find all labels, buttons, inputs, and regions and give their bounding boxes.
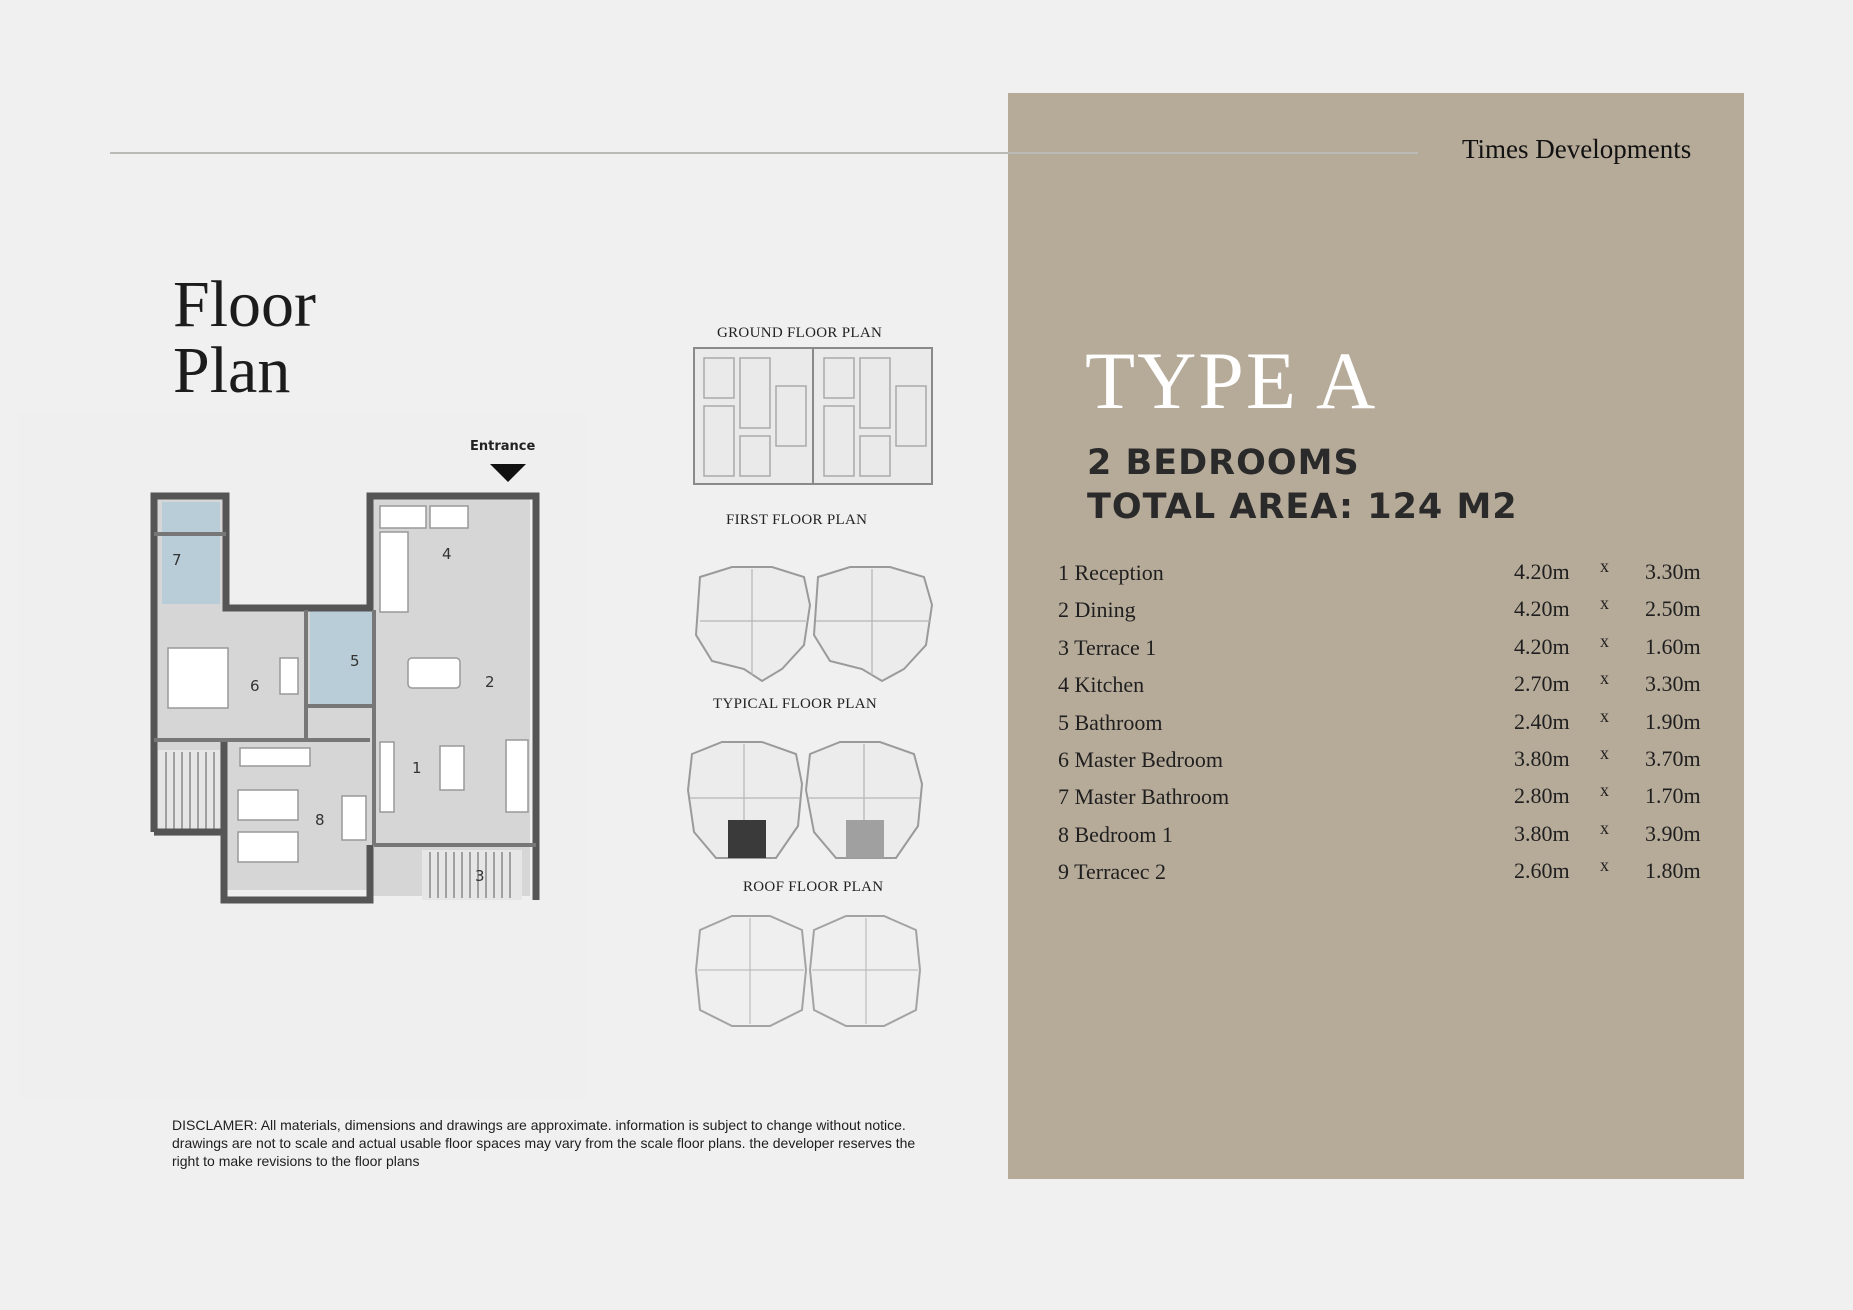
room-name: 1 Reception [1058,560,1164,585]
room-width: 2.70m [1514,671,1570,697]
room-length: 3.90m [1645,820,1701,846]
first-floor-plan-thumbnail [692,565,936,683]
typical-floor-plan-label: TYPICAL FLOOR PLAN [713,696,878,712]
room-name: 2 Dining [1058,597,1136,623]
ground-floor-plan-thumbnail [692,346,934,486]
room-number: 2 [485,673,495,691]
room-width: 2.60m [1514,858,1570,884]
times-sign: x [1600,780,1609,801]
entrance-arrow-icon [490,464,526,482]
room-length: 2.50m [1645,596,1701,622]
brand-name: Times Developments [1462,134,1692,164]
roof-floor-plan-label: ROOF FLOOR PLAN [743,879,884,895]
room-number: 7 [172,551,182,569]
room-name: 6 Master Bedroom [1058,746,1223,772]
first-floor-plan-label: FIRST FLOOR PLAN [726,512,868,528]
times-sign: x [1600,668,1609,689]
room-name: 3 Terrace 1 [1058,634,1157,660]
entrance-label: Entrance [470,439,536,454]
title-line-2: Plan [173,334,291,407]
room-name: 5 Bathroom [1058,709,1163,735]
room-length: 1.90m [1645,708,1701,734]
room-number: 5 [350,652,360,670]
room-length: 1.60m [1645,633,1701,659]
unit-summary [1087,441,1518,529]
typical-floor-plan-thumbnail [686,740,926,862]
room-number: 3 [475,867,485,885]
roof-floor-plan-thumbnail [692,912,924,1030]
room-row [1058,817,1703,859]
bedrooms-count: 2 BEDROOMS [1087,443,1360,483]
room-length: 3.70m [1645,745,1701,771]
disclaimer-text: DISCLAMER: All materials, dimensions and drawings are approximate. information is subject to change without notice. drawings are not to scale and actual usable floor spaces may vary from the scale floor plans. the developer reserves the right to make revisions to the floor plans [172,1117,916,1169]
room-row [1058,668,1703,709]
total-area: TOTAL AREA: 124 M2 [1087,487,1518,527]
times-sign: x [1600,855,1609,876]
room-number: 6 [250,677,260,695]
room-row [1058,780,1703,821]
floor-plan-drawing [140,450,560,910]
room-row [1058,593,1703,634]
times-sign: x [1600,817,1609,838]
room-length: 3.30m [1645,559,1701,584]
room-name: 9 Terracec 2 [1058,859,1166,885]
room-number: 1 [412,759,422,777]
room-length: 1.70m [1645,783,1701,809]
title-line-1: Floor [173,268,317,341]
page-title [173,268,317,407]
room-width: 2.80m [1514,783,1570,809]
room-row [1058,855,1703,896]
room-name: 4 Kitchen [1058,672,1145,698]
times-sign: x [1600,593,1609,614]
room-dimensions-list [1058,556,1703,897]
room-row [1058,630,1703,672]
room-name: 8 Bedroom 1 [1058,821,1173,847]
room-width: 3.80m [1514,745,1570,771]
room-length: 1.80m [1645,858,1701,884]
room-length: 3.30m [1645,671,1701,697]
room-name: 7 Master Bathroom [1058,784,1230,810]
room-row [1058,705,1703,747]
room-number: 8 [315,811,325,829]
room-width: 4.20m [1514,559,1570,584]
unit-type-title: TYPE A [1085,335,1378,426]
room-row [1058,742,1703,784]
room-width: 4.20m [1514,596,1570,622]
room-width: 3.80m [1514,820,1570,846]
room-width: 4.20m [1514,633,1570,659]
room-row [1058,556,1703,597]
room-number: 4 [442,545,452,563]
ground-floor-plan-label: GROUND FLOOR PLAN [717,325,883,341]
times-sign: x [1600,705,1609,726]
header-divider [110,152,1418,154]
room-width: 2.40m [1514,708,1570,734]
times-sign: x [1600,630,1609,651]
times-sign: x [1600,556,1609,576]
times-sign: x [1600,742,1609,763]
